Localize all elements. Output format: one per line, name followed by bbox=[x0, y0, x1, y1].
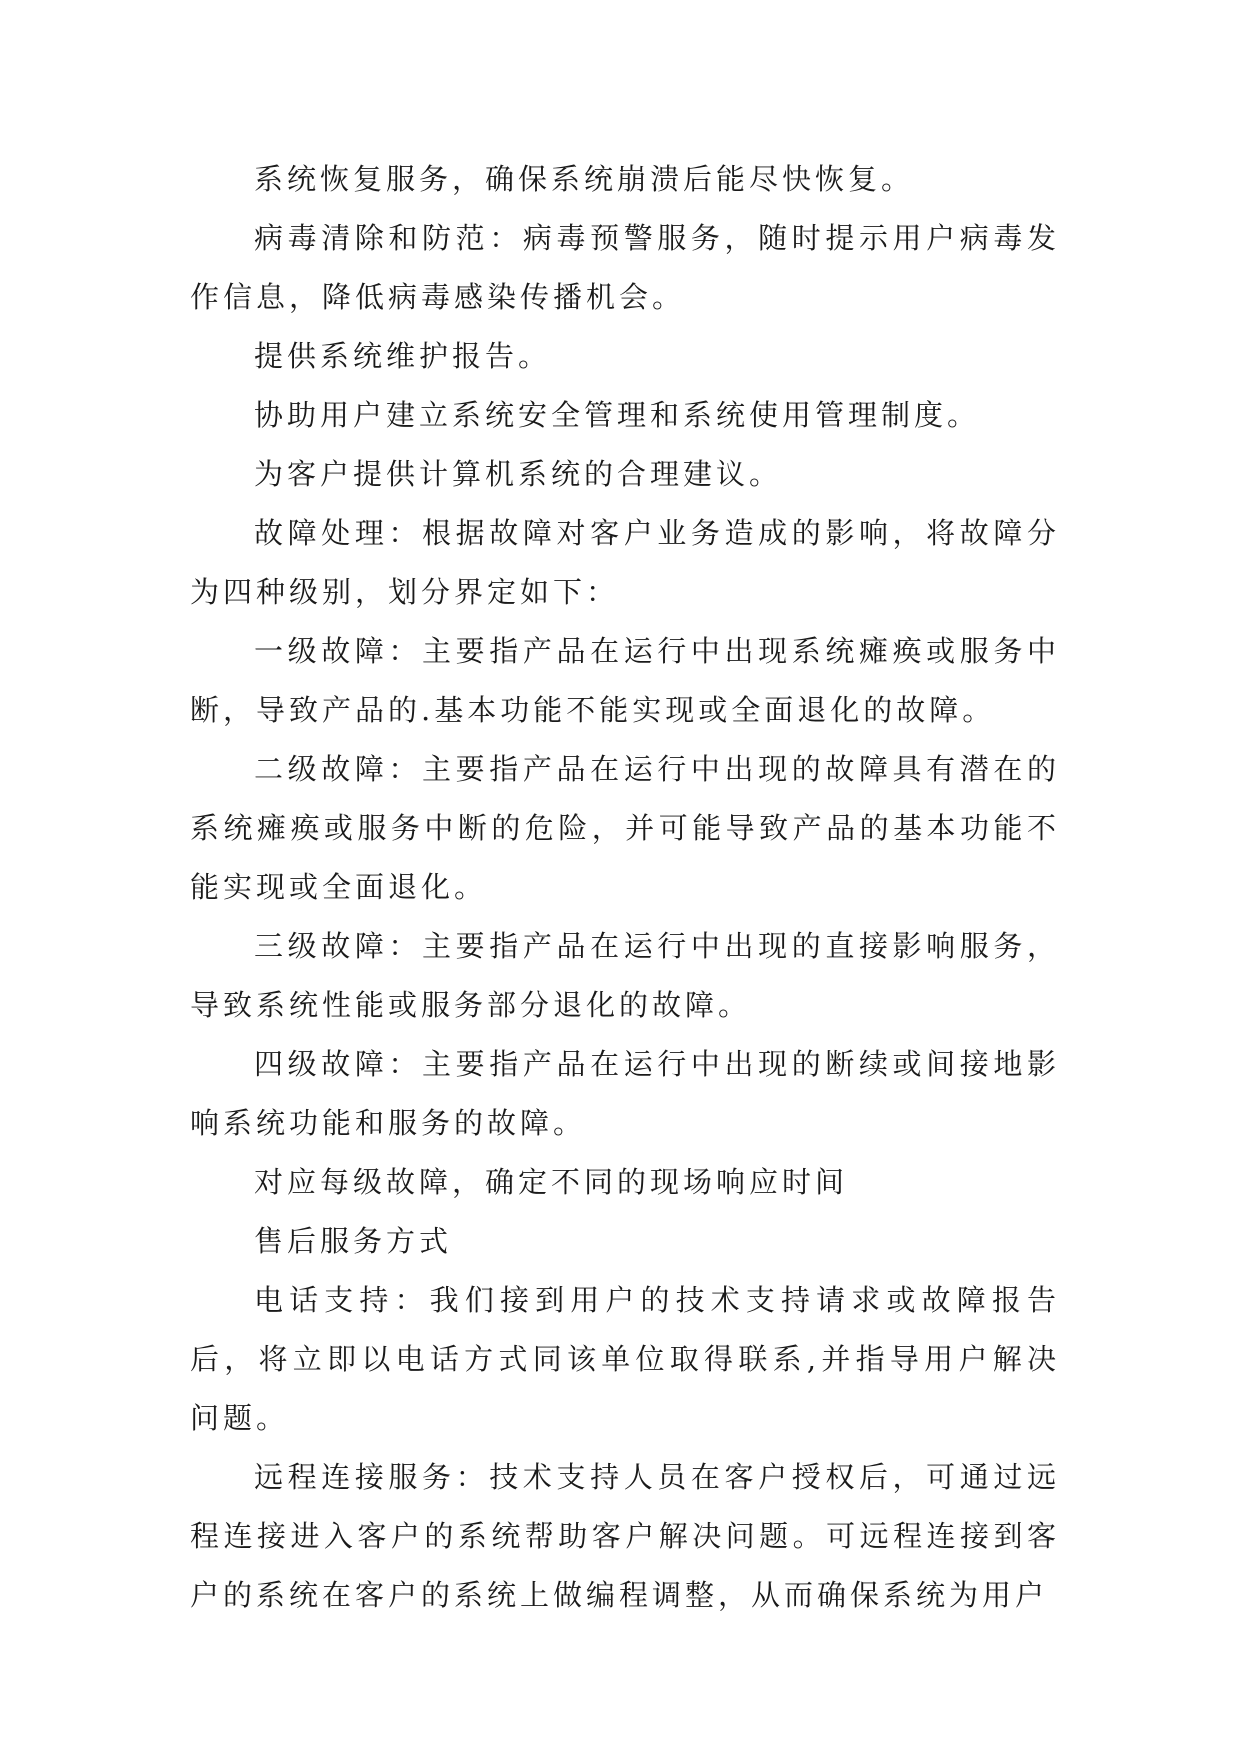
paragraph-virus-protection: 病毒清除和防范：病毒预警服务，随时提示用户病毒发作信息，降低病毒感染传播机会。 bbox=[190, 221, 1060, 314]
paragraph-advice: 为客户提供计算机系统的合理建议。 bbox=[254, 457, 783, 491]
paragraph-level-1-fault: 一级故障：主要指产品在运行中出现系统瘫痪或服务中断，导致产品的.基本功能不能实现或全面退化的故障。 bbox=[190, 634, 1060, 727]
paragraph-response-time: 对应每级故障，确定不同的现场响应时间 bbox=[254, 1165, 849, 1199]
paragraph-maintenance-report: 提供系统维护报告。 bbox=[254, 339, 552, 373]
paragraph-phone-support: 电话支持：我们接到用户的技术支持请求或故障报告后，将立即以电话方式同该单位取得联系,并指导用户解决问题。 bbox=[190, 1283, 1060, 1435]
paragraph-management-system: 协助用户建立系统安全管理和系统使用管理制度。 bbox=[254, 398, 981, 432]
paragraph-fault-handling: 故障处理：根据故障对客户业务造成的影响，将故障分为四种级别，划分界定如下： bbox=[190, 516, 1060, 609]
paragraph-service-methods-heading: 售后服务方式 bbox=[254, 1224, 453, 1258]
document-body bbox=[190, 150, 1060, 1625]
paragraph-level-3-fault: 三级故障：主要指产品在运行中出现的直接影响服务，导致系统性能或服务部分退化的故障。 bbox=[190, 929, 1060, 1022]
paragraph-system-recovery: 系统恢复服务，确保系统崩溃后能尽快恢复。 bbox=[254, 162, 915, 196]
paragraph-remote-service: 远程连接服务：技术支持人员在客户授权后，可通过远程连接进入客户的系统帮助客户解决问题。可远程连接到客户的系统在客户的系统上做编程调整，从而确保系统为用户 bbox=[190, 1460, 1060, 1612]
paragraph-level-2-fault: 二级故障：主要指产品在运行中出现的故障具有潜在的系统瘫痪或服务中断的危险，并可能导致产品的基本功能不能实现或全面退化。 bbox=[190, 752, 1060, 904]
paragraph-level-4-fault: 四级故障：主要指产品在运行中出现的断续或间接地影响系统功能和服务的故障。 bbox=[190, 1047, 1060, 1140]
